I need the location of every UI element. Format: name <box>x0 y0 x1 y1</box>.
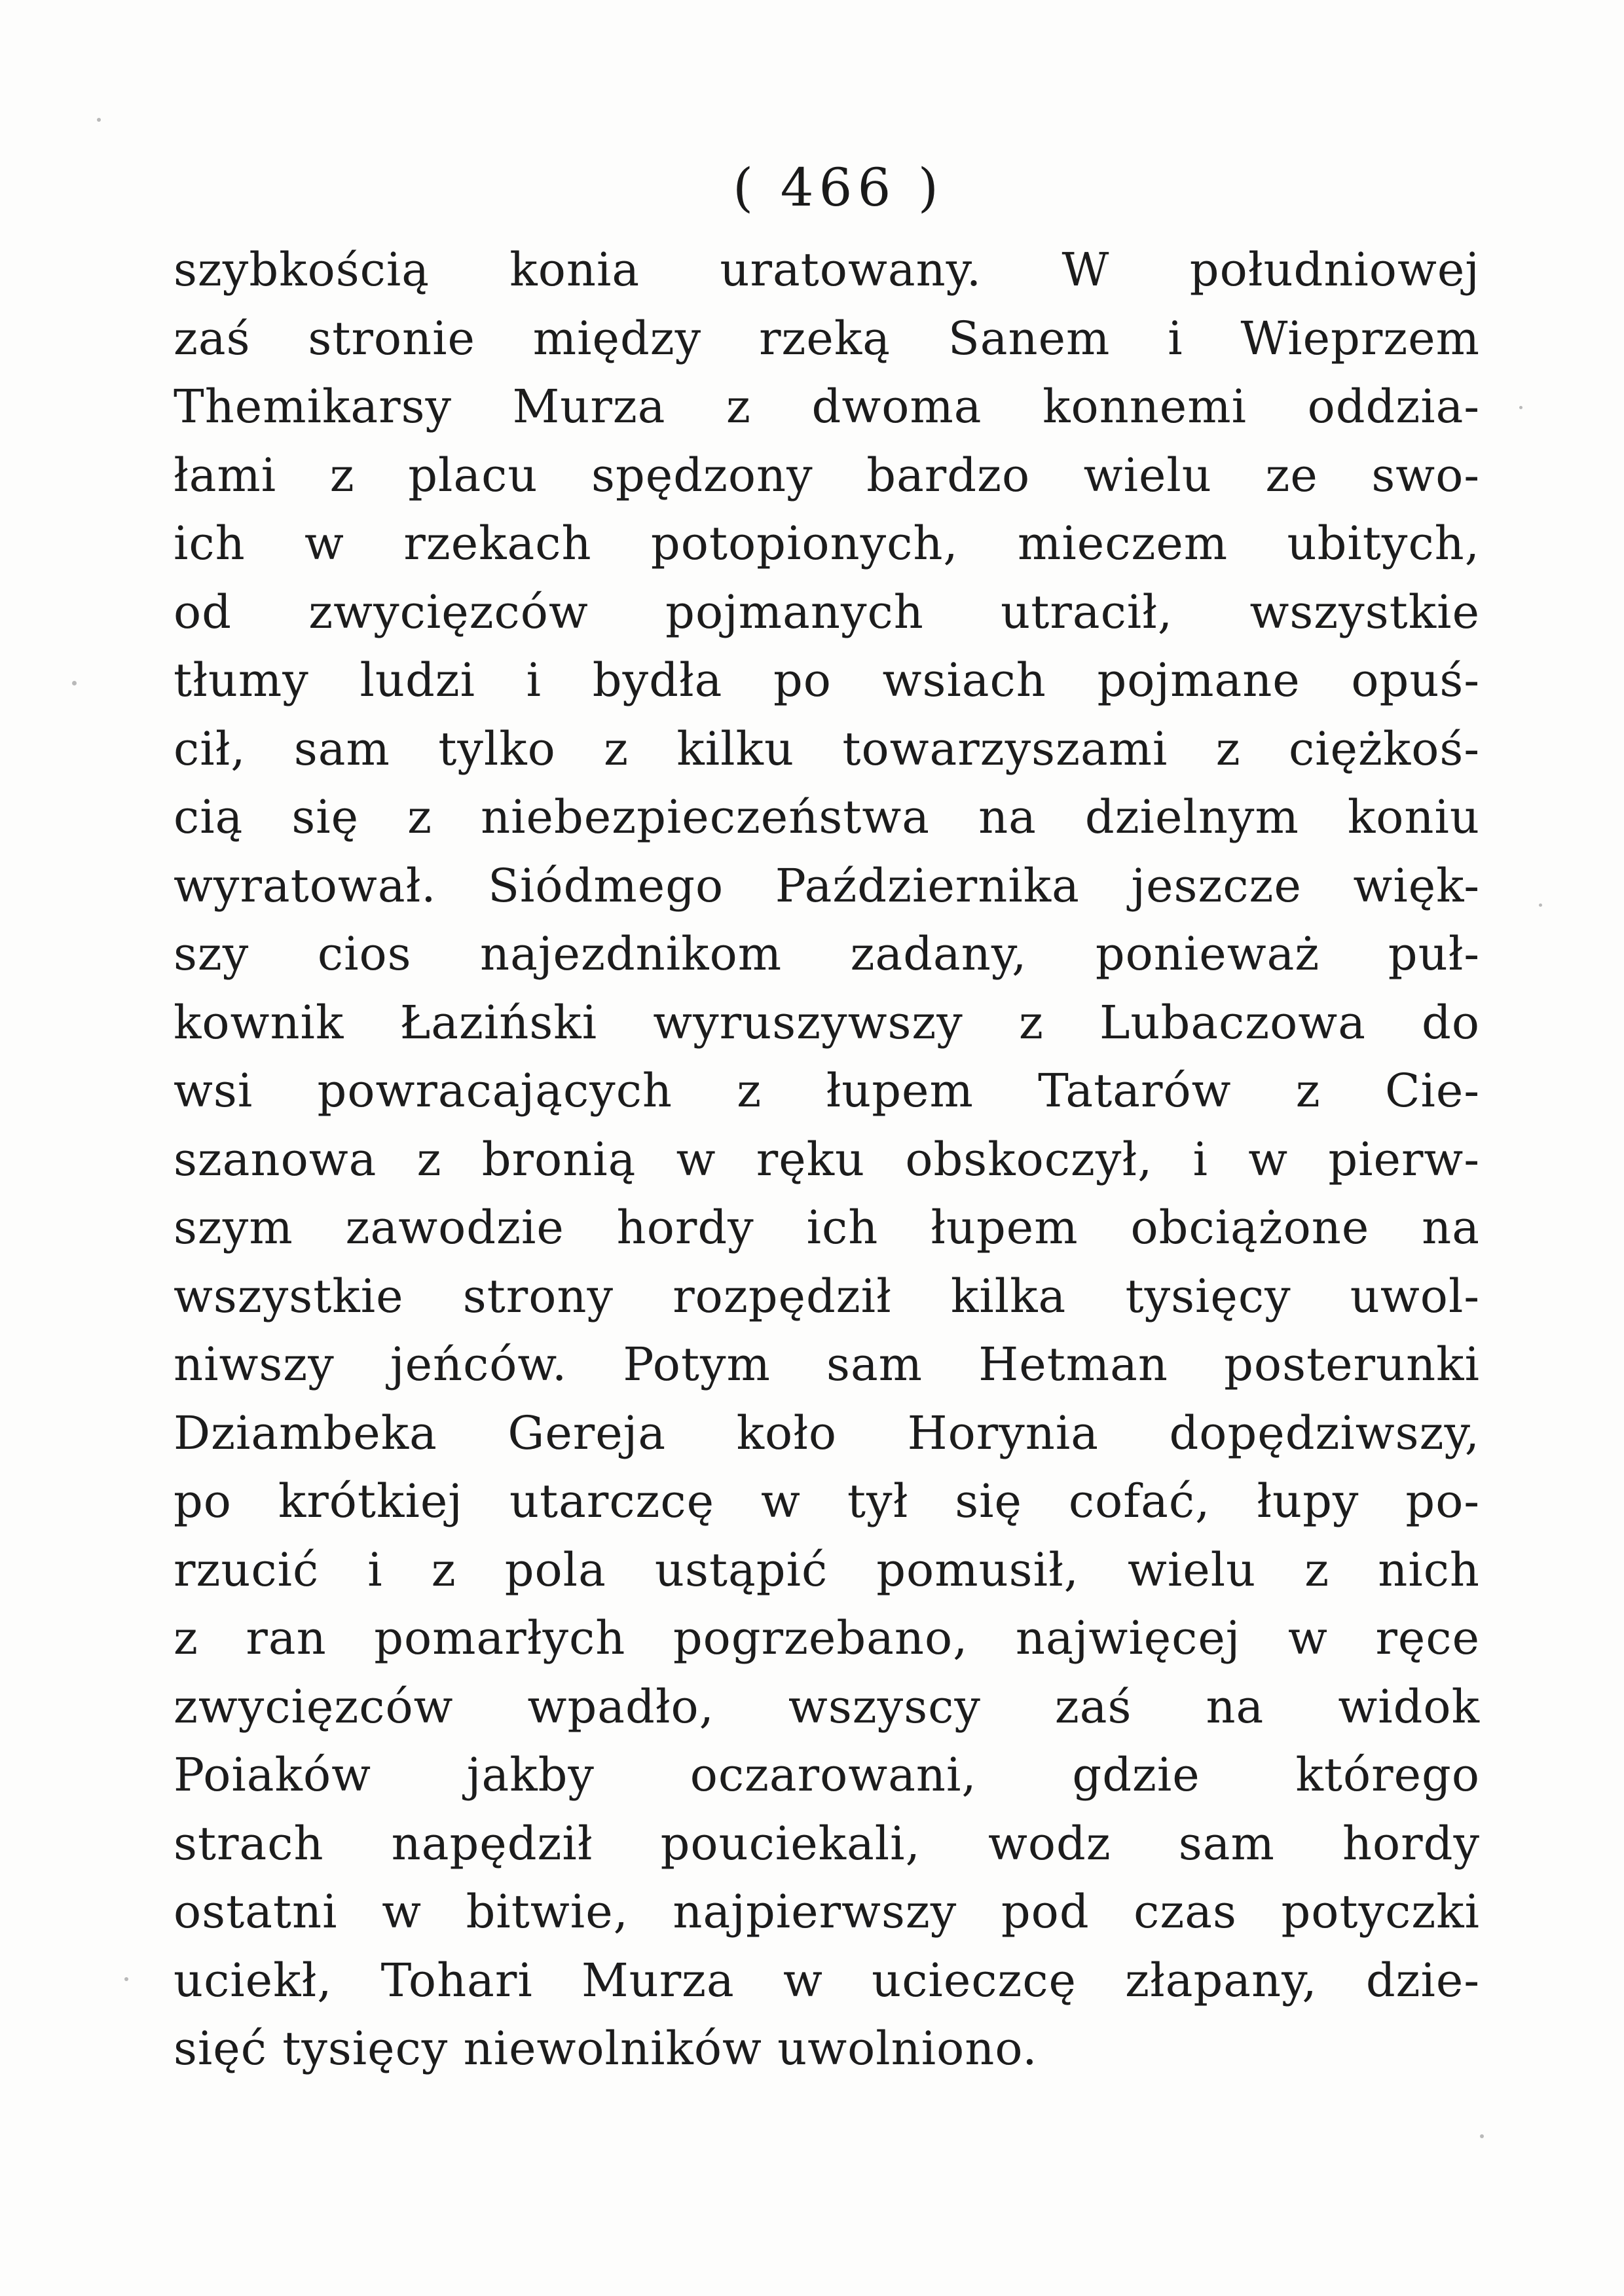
text-line: wsi powracających z łupem Tatarów z Cie- <box>174 1064 1480 1118</box>
text-line: Dziambeka Gereja koło Horynia dopędziwszy, <box>174 1406 1480 1460</box>
text-line: cią się z niebezpieczeństwa na dzielnym koniu <box>174 790 1480 844</box>
text-line: wszystkie strony rozpędził kilka tysięcy uwol- <box>174 1269 1480 1323</box>
scan-speck <box>124 1977 128 1981</box>
page-number: ( 466 ) <box>733 157 944 218</box>
text-line: kownik Łaziński wyruszywszy z Lubaczowa do <box>174 995 1480 1049</box>
text-line: szy cios najezdnikom zadany, ponieważ puł- <box>174 927 1480 981</box>
scan-speck <box>1539 903 1542 907</box>
text-line: ostatni w bitwie, najpierwszy pod czas potyczki <box>174 1885 1480 1939</box>
text-line: sięć tysięcy niewolników uwolniono. <box>174 2022 1038 2075</box>
text-line: szybkością konia uratowany. W południowej <box>174 243 1480 297</box>
text-line: zwycięzców wpadło, wszyscy zaś na widok <box>174 1679 1480 1734</box>
text-line: tłumy ludzi i bydła po wsiach pojmane opuś- <box>174 653 1480 707</box>
text-line: z ran pomarłych pogrzebano, najwięcej w ręce <box>174 1611 1480 1665</box>
text-line: zaś stronie między rzeką Sanem i Wieprzem <box>174 311 1480 365</box>
text-line: wyratował. Siódmego Października jeszcze więk- <box>174 858 1480 913</box>
text-line: strach napędził pouciekali, wodz sam hordy <box>174 1816 1480 1870</box>
scan-speck <box>72 681 77 685</box>
text-line: Themikarsy Murza z dwoma konnemi oddzia- <box>174 380 1480 433</box>
scan-speck <box>1519 406 1522 409</box>
text-line: szym zawodzie hordy ich łupem obciążone na <box>174 1201 1480 1254</box>
text-line: szanowa z bronią w ręku obskoczył, i w pierw- <box>174 1132 1480 1186</box>
text-line: od zwycięzców pojmanych utracił, wszystkie <box>174 585 1480 639</box>
text-line: uciekł, Tohari Murza w ucieczcę złapany, dzie- <box>174 1953 1480 2007</box>
text-line: ich w rzekach potopionych, mieczem ubitych, <box>174 517 1480 570</box>
body-text <box>174 236 1480 2083</box>
text-line: niwszy jeńców. Potym sam Hetman posterunki <box>174 1338 1480 1391</box>
text-line: łami z placu spędzony bardzo wielu ze swo- <box>174 448 1480 502</box>
scan-speck <box>97 118 101 122</box>
text-line: rzucić i z pola ustąpić pomusił, wielu z nich <box>174 1542 1480 1597</box>
scan-speck <box>1480 2134 1484 2138</box>
text-line: Poiaków jakby oczarowani, gdzie którego <box>174 1748 1480 1802</box>
text-line: cił, sam tylko z kilku towarzyszami z ciężkoś- <box>174 721 1480 776</box>
text-line: po krótkiej utarczcę w tył się cofać, łupy po- <box>174 1474 1480 1528</box>
